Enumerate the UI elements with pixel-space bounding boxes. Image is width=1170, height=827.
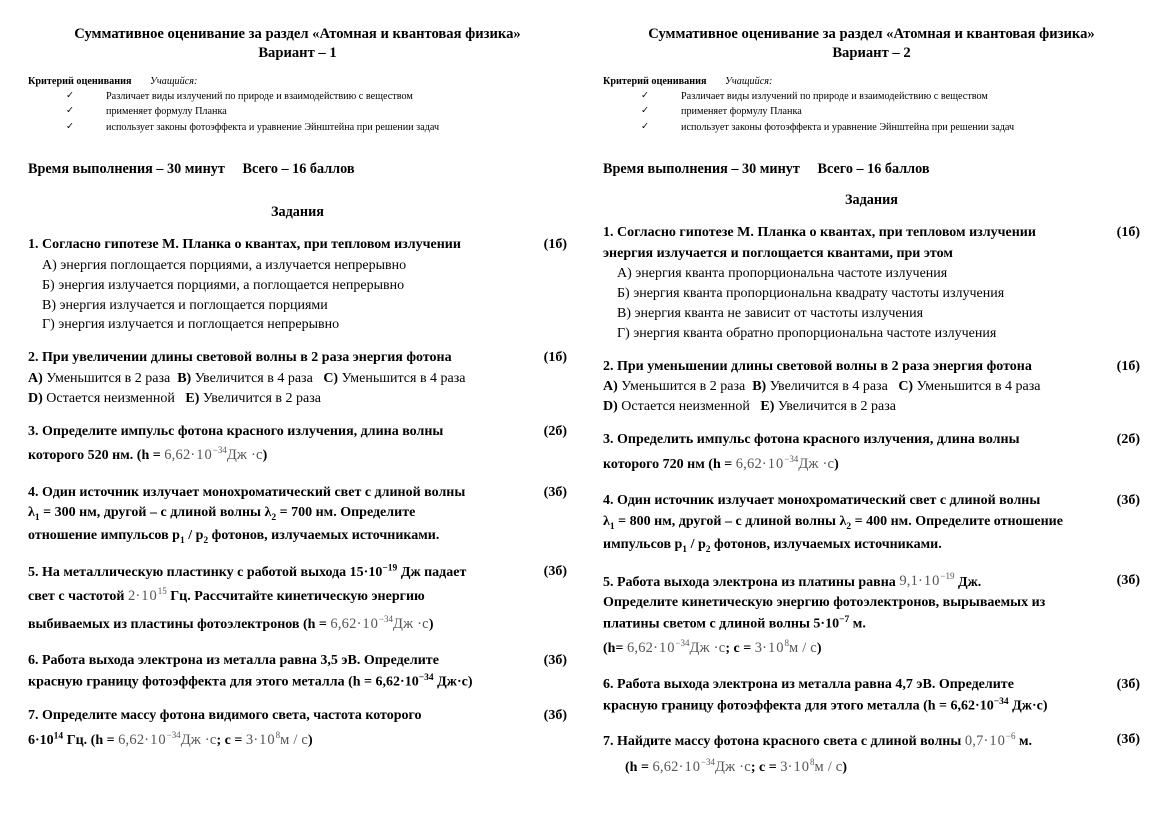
eq-multiplier: ·10 xyxy=(190,447,213,464)
option-e-text: Увеличится в 2 раза xyxy=(199,390,321,406)
list-item xyxy=(641,104,1140,120)
eq-multiplier: ·10 xyxy=(918,573,941,590)
option-b-letter: B) xyxy=(177,370,192,386)
option-b: Б) энергия кванта пропорциональна квадрату частоты излучения xyxy=(617,286,1005,302)
option-d-text: Остается неизменной xyxy=(42,390,186,406)
page-title: Суммативное оценивание за раздел «Атомная и квантовая физика» xyxy=(648,26,1095,42)
eq-mantissa: 6,62 xyxy=(652,758,679,775)
list-item xyxy=(66,104,567,120)
question-line-2 xyxy=(603,696,1140,717)
option-row-1 xyxy=(28,369,567,389)
check-icon: ✓ xyxy=(641,89,650,101)
question-text xyxy=(603,675,1140,696)
eq-mantissa: 6,62 xyxy=(118,731,145,748)
question-1 xyxy=(28,235,567,335)
option-e-text: Увеличится в 2 раза xyxy=(774,399,896,415)
question-stem: 3. Определите импульс фотона красного излучения, длина волны xyxy=(28,423,444,439)
question-line-4 xyxy=(603,635,1140,663)
option-v: В) энергия излучается и поглощается порциями xyxy=(42,297,328,313)
question-1 xyxy=(603,223,1140,344)
question-text xyxy=(28,483,567,504)
planck-constant-equation xyxy=(164,447,262,463)
formula-suffix: ) xyxy=(262,448,268,464)
option-d-letter: D) xyxy=(603,399,618,415)
question-stem: 4. Один источник излучает монохроматический свет с длиной волны xyxy=(603,493,1041,509)
formula-separator: ; c = xyxy=(216,732,246,748)
question-line-2 xyxy=(28,583,567,611)
eq-multiplier: ·10 xyxy=(144,731,167,748)
planck-constant-equation xyxy=(652,756,751,775)
eq-mantissa: 6,62 xyxy=(735,455,762,472)
option-g: Г) энергия кванта обратно пропорциональна частоте излучения xyxy=(617,326,997,341)
question-stem: 2. При увеличении длины световой волны в 2 раза энергия фотона xyxy=(28,350,452,366)
formula-prefix: 6·10 xyxy=(28,732,54,748)
question-7 xyxy=(603,730,1140,782)
eq-unit: м / с xyxy=(789,639,817,656)
eq-exponent: −34 xyxy=(378,613,393,624)
question-text xyxy=(28,348,567,369)
option-e-letter: E) xyxy=(760,399,775,415)
option-a-text: Уменьшится в 2 раза xyxy=(617,379,753,395)
eq-mantissa: 6,62 xyxy=(164,447,191,464)
criteria-header xyxy=(603,76,1140,87)
formula-suffix: Дж·с) xyxy=(1008,698,1048,714)
frequency-equation xyxy=(128,588,167,604)
option-a-letter: A) xyxy=(28,370,43,386)
formula-suffix: ) xyxy=(308,732,313,748)
question-3 xyxy=(603,430,1140,478)
question-5 xyxy=(603,571,1140,663)
question-stem-tail: м. xyxy=(1015,733,1032,749)
option-g: Г) энергия излучается и поглощается непрерывно xyxy=(42,317,340,333)
question-text xyxy=(28,706,567,727)
list-item xyxy=(641,120,1140,136)
tasks-heading: Задания xyxy=(845,192,898,209)
eq-unit: Дж ·с xyxy=(180,731,217,748)
question-formula-line xyxy=(28,442,567,470)
question-text xyxy=(603,491,1140,512)
points-badge: (1б) xyxy=(543,237,567,253)
eq-multiplier: ·10 xyxy=(787,758,810,775)
formula-prefix: которого 720 нм (h = xyxy=(603,456,736,472)
option-b-letter: B) xyxy=(752,379,767,395)
variant-1-column xyxy=(18,24,585,827)
points-badge: (2б) xyxy=(543,423,567,439)
formula-mid: Гц. (h = xyxy=(63,732,119,748)
eq-exponent: −34 xyxy=(212,445,227,456)
question-line-2 xyxy=(603,753,1140,783)
list-item xyxy=(66,89,567,105)
option-b-text: Увеличится в 4 раза xyxy=(766,379,899,395)
formula-suffix: ) xyxy=(816,640,822,656)
check-icon: ✓ xyxy=(66,105,75,117)
question-stem: 2. При уменьшении длины световой волны в 2 раза энергия фотона xyxy=(603,358,1032,374)
option-d-letter: D) xyxy=(28,390,43,406)
question-5 xyxy=(28,562,567,638)
variant-label: Вариант – 1 xyxy=(258,44,337,61)
eq-unit: Дж ·с xyxy=(798,455,835,472)
option-row-1 xyxy=(603,377,1140,397)
eq-exponent: 8 xyxy=(275,729,281,740)
option-a-letter: A) xyxy=(603,379,618,395)
criteria-text: применяет формулу Планка xyxy=(681,106,802,118)
eq-exponent: 8 xyxy=(784,637,789,648)
wavelength-equation xyxy=(965,733,1016,749)
planck-constant-equation xyxy=(735,453,835,472)
check-icon: ✓ xyxy=(66,89,75,101)
points-badge: (3б) xyxy=(1116,572,1140,588)
list-item xyxy=(641,89,1140,105)
eq-unit: Дж ·с xyxy=(393,615,429,632)
variant-label: Вариант – 2 xyxy=(832,44,911,61)
question-6 xyxy=(603,675,1140,717)
check-icon: ✓ xyxy=(641,105,650,117)
criteria-text: использует законы фотоэффекта и уравнение Эйнштейна при решении задач xyxy=(106,121,440,133)
option-c-text: Уменьшится в 4 раза xyxy=(338,370,466,386)
points-badge: (3б) xyxy=(1116,732,1140,748)
exponent: −34 xyxy=(993,696,1009,707)
question-text xyxy=(603,571,1140,593)
formula-prefix: красную границу фотоэффекта для этого металла (h = 6,62·10 xyxy=(603,698,994,714)
time-and-points: Время выполнения – 30 минут Всего – 16 баллов xyxy=(603,161,930,178)
criteria-header xyxy=(28,76,567,87)
question-stem: 6. Работа выхода электрона из металла равна 3,5 эВ. Определите xyxy=(28,653,439,669)
eq-unit: Дж ·с xyxy=(226,447,263,464)
option-e-letter: E) xyxy=(185,390,200,406)
eq-mantissa: 3 xyxy=(245,731,254,748)
criteria-text: Различает виды излучений по природе и взаимодействию с веществом xyxy=(681,90,988,102)
criteria-text: Различает виды излучений по природе и взаимодействию с веществом xyxy=(106,90,413,102)
points-badge: (1б) xyxy=(1116,225,1140,241)
question-stem: 7. Найдите массу фотона красного света с длиной волны xyxy=(603,733,965,749)
option-v: В) энергия кванта не зависит от частоты излучения xyxy=(617,306,924,322)
option-a-text: Уменьшится в 2 раза xyxy=(42,370,178,386)
eq-mantissa: 3 xyxy=(754,639,763,656)
formula-separator: ; c = xyxy=(725,640,755,656)
question-line-3: импульсов $p_1 / p_2$ фотонов, излучаемых источниками. xyxy=(603,536,942,555)
criteria-label: Критерий оценивания xyxy=(28,75,132,87)
question-stem: 7. Определите массу фотона видимого света, частота которого xyxy=(28,708,422,724)
question-text xyxy=(28,422,567,443)
option-c-letter: C) xyxy=(323,370,339,386)
criteria-list xyxy=(28,89,567,136)
question-2 xyxy=(603,357,1140,417)
formula-suffix: ) xyxy=(834,456,839,472)
question-4 xyxy=(603,491,1140,557)
planck-constant-equation xyxy=(118,729,217,748)
formula-suffix: ) xyxy=(842,759,848,775)
points-badge: (1б) xyxy=(1116,358,1140,374)
criteria-subject: Учащийся: xyxy=(150,75,198,87)
page-title: Суммативное оценивание за раздел «Атомная и квантовая физика» xyxy=(74,26,521,42)
planck-constant-equation xyxy=(626,637,726,656)
formula-suffix: Гц. Рассчитайте кинетическую энергию xyxy=(166,589,425,605)
option-a: А) энергия поглощается порциями, а излучается непрерывно xyxy=(42,257,407,273)
question-line-2: $\lambda_1 = 300$ нм, другой – с длиной волны $\lambda_2 = 700$ нм. Определите xyxy=(28,505,416,524)
question-3 xyxy=(28,422,567,470)
light-speed-equation xyxy=(780,756,843,775)
eq-exponent: −6 xyxy=(1005,731,1016,742)
question-text xyxy=(603,357,1140,378)
list-item xyxy=(66,120,567,136)
eq-exponent: 15 xyxy=(157,586,167,597)
question-4 xyxy=(28,483,567,549)
eq-exponent: −19 xyxy=(940,571,955,582)
eq-mantissa: 9,1 xyxy=(899,573,919,590)
points-badge: (3б) xyxy=(543,484,567,500)
option-d-text: Остается неизменной xyxy=(617,399,761,415)
question-line-2 xyxy=(28,672,567,693)
eq-multiplier: ·10 xyxy=(678,758,701,775)
question-text xyxy=(603,430,1140,451)
option-c-letter: C) xyxy=(898,379,914,395)
formula-prefix: свет с частотой xyxy=(28,589,128,605)
question-text xyxy=(28,651,567,672)
eq-multiplier: ·10 xyxy=(761,455,785,472)
points-badge: (3б) xyxy=(1116,493,1140,509)
criteria-text: использует законы фотоэффекта и уравнение Эйнштейна при решении задач xyxy=(681,121,1015,133)
question-text xyxy=(28,562,567,583)
formula-prefix: (h= xyxy=(603,640,627,656)
option-a: А) энергия кванта пропорциональна частоте излучения xyxy=(617,266,948,282)
question-stem: 4. Один источник излучает монохроматический свет с длиной волны xyxy=(28,484,466,500)
formula-prefix: (h = xyxy=(625,759,653,775)
question-text xyxy=(603,730,1140,752)
question-stem: 5. На металлическую пластинку с работой выхода $15\cdot 10^{-19}$ Дж падает xyxy=(28,562,467,580)
option-row-2 xyxy=(28,389,567,409)
eq-exponent: −34 xyxy=(675,637,690,648)
question-formula-line xyxy=(603,451,1140,479)
points-badge: (3б) xyxy=(543,708,567,724)
tasks-heading: Задания xyxy=(271,204,324,221)
points-badge: (1б) xyxy=(543,350,567,366)
formula-separator: ; c = xyxy=(750,759,781,775)
question-7 xyxy=(28,706,567,754)
points-badge: (3б) xyxy=(543,653,567,669)
option-row-2 xyxy=(603,397,1140,417)
eq-multiplier: ·10 xyxy=(135,588,158,605)
eq-mantissa: 3 xyxy=(780,758,788,775)
question-stem: 1. Согласно гипотезе М. Планка о квантах, при тепловом излучении xyxy=(28,237,461,253)
eq-mantissa: 0,7 xyxy=(964,732,984,749)
option-c-text: Уменьшится в 4 раза xyxy=(913,379,1041,395)
question-line-3: отношение импульсов $p_1 / p_2$ фотонов, излучаемых источниками. xyxy=(28,528,440,546)
eq-exponent: −34 xyxy=(700,756,716,767)
question-line-2: $\lambda_1 = 800$ нм, другой – с длиной волны $\lambda_2 = 400$ нм. Определите отношение xyxy=(603,513,1063,532)
criteria-text: применяет формулу Планка xyxy=(106,106,227,118)
eq-mantissa: 6,62 xyxy=(626,639,654,656)
eq-unit: м / с xyxy=(280,731,309,748)
check-icon: ✓ xyxy=(66,120,75,132)
question-stem-tail: Дж. xyxy=(954,574,982,590)
light-speed-equation xyxy=(754,637,817,656)
eq-exponent: −34 xyxy=(166,729,181,740)
question-line-2: энергия излучается и поглощается квантами, при этом xyxy=(603,245,953,261)
eq-multiplier: ·10 xyxy=(653,639,676,656)
question-6 xyxy=(28,651,567,693)
formula-suffix: Дж·с) xyxy=(433,674,473,690)
formula-prefix: которого 520 нм. (h = xyxy=(28,448,165,464)
question-stem: 1. Согласно гипотезе М. Планка о квантах, при тепловом излучении xyxy=(603,225,1036,241)
eq-exponent: 8 xyxy=(810,756,815,767)
formula-prefix: платины светом с длиной волны 5·10 xyxy=(603,616,840,632)
time-and-points: Время выполнения – 30 минут Всего – 16 баллов xyxy=(28,161,355,178)
eq-multiplier: ·10 xyxy=(762,639,785,656)
question-text xyxy=(28,235,567,256)
exponent: −34 xyxy=(418,672,434,683)
question-line-2 xyxy=(28,727,567,755)
option-b-text: Увеличится в 4 раза xyxy=(191,370,324,386)
eq-mantissa: 6,62 xyxy=(330,615,357,632)
criteria-list xyxy=(603,89,1140,136)
question-stem: 6. Работа выхода электрона из металла равна 4,7 эВ. Определите xyxy=(603,677,1014,693)
question-stem: 3. Определить импульс фотона красного излучения, длина волны xyxy=(603,432,1020,448)
formula-prefix: выбиваемых из пластины фотоэлектронов (h = xyxy=(28,616,331,632)
eq-multiplier: ·10 xyxy=(983,732,1006,749)
light-speed-equation xyxy=(245,729,309,748)
question-line-3 xyxy=(603,614,1140,635)
eq-multiplier: ·10 xyxy=(253,731,276,748)
criteria-label: Критерий оценивания xyxy=(603,75,707,87)
eq-unit: м / с xyxy=(814,758,843,775)
criteria-subject: Учащийся: xyxy=(725,75,773,87)
eq-unit: Дж ·с xyxy=(715,758,751,775)
question-text xyxy=(603,223,1140,244)
eq-multiplier: ·10 xyxy=(356,615,379,632)
question-stem: 5. Работа выхода электрона из платины равна xyxy=(603,574,900,590)
exponent: 14 xyxy=(53,731,64,742)
points-badge: (2б) xyxy=(1116,432,1140,448)
eq-exponent: −34 xyxy=(784,453,799,464)
work-function-equation xyxy=(899,573,954,589)
question-line-2: Определите кинетическую энергию фотоэлектронов, вырываемых из xyxy=(603,594,1046,610)
planck-constant-equation xyxy=(330,613,429,632)
points-badge: (3б) xyxy=(1116,677,1140,693)
option-b: Б) энергия излучается порциями, а поглощается непрерывно xyxy=(42,277,405,293)
formula-suffix: ) xyxy=(428,616,434,632)
formula-prefix: красную границу фотоэффекта для этого металла (h = 6,62·10 xyxy=(28,674,419,690)
eq-mantissa: 2 xyxy=(127,588,136,605)
exponent: −7 xyxy=(839,614,850,625)
variant-2-column xyxy=(585,24,1152,827)
formula-suffix: м. xyxy=(849,616,866,632)
question-line-3 xyxy=(28,611,567,639)
points-badge: (3б) xyxy=(543,563,567,579)
question-2 xyxy=(28,348,567,408)
eq-unit: Дж ·с xyxy=(689,639,726,656)
check-icon: ✓ xyxy=(641,120,650,132)
